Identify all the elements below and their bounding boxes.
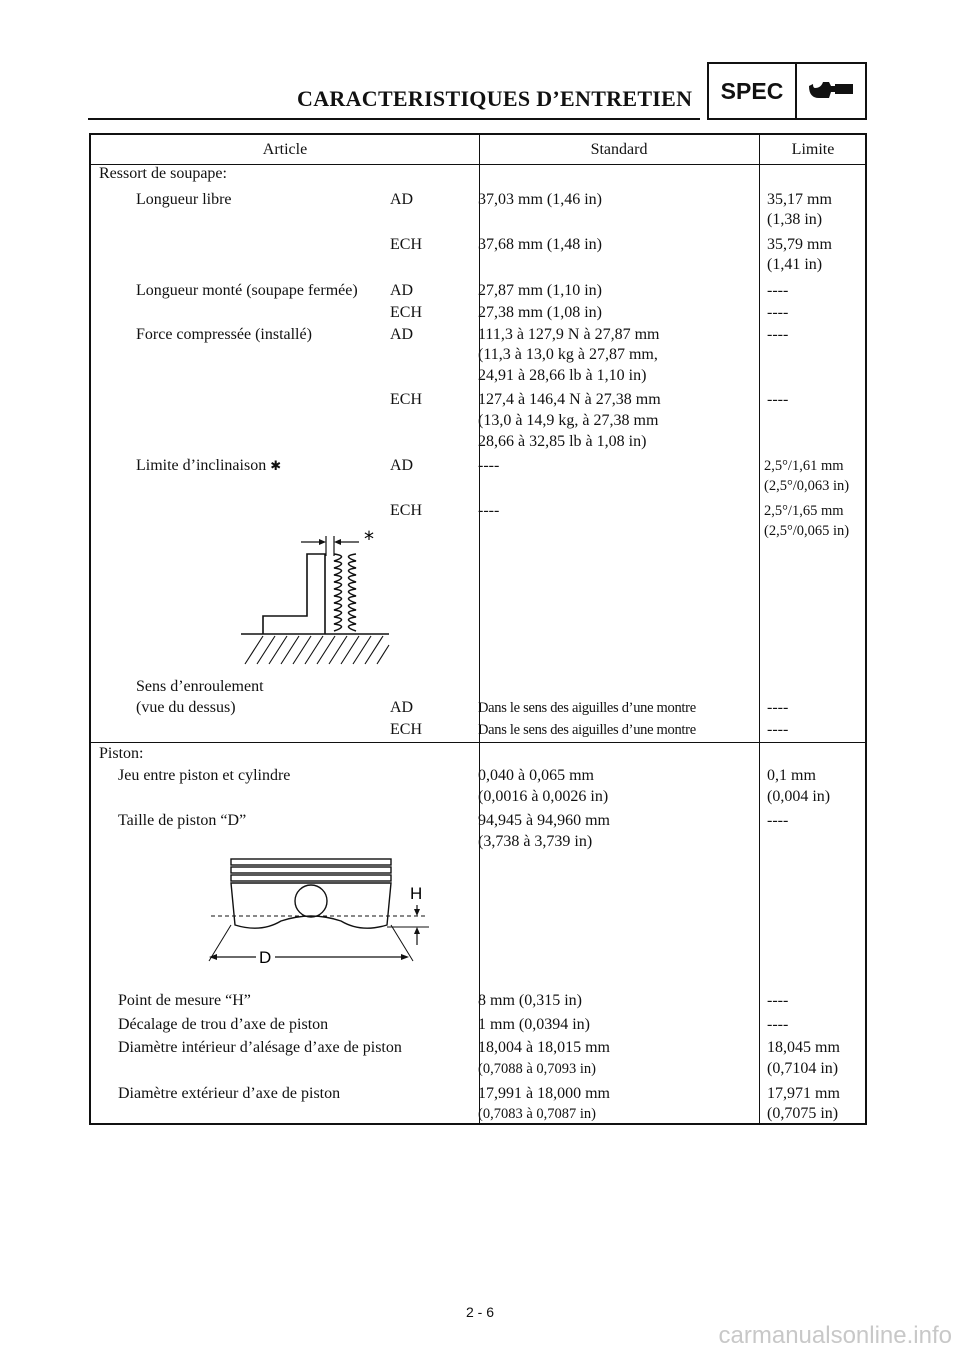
valve-type: ECH [390,502,422,519]
standard-value: 111,3 à 127,9 N à 27,87 mm [478,326,660,343]
spec-badge [707,62,867,120]
standard-value: 37,03 mm (1,46 in) [478,191,602,208]
limit-value: 2,5°/1,61 mm [764,458,844,474]
standard-value: ---- [478,502,500,519]
col-header-article: Article [262,141,308,158]
watermark: carmanualsonline.info [718,1322,952,1349]
standard-value: (0,0016 à 0,0026 in) [478,788,609,805]
page-number: 2 - 6 [465,1304,494,1320]
spring-tilt-diagram [241,530,391,670]
spec-badge-label: SPEC [709,64,797,118]
limit-value: (0,7075 in) [767,1105,839,1122]
limit-value: ---- [767,721,789,738]
limit-value: 35,17 mm [767,191,832,208]
row-label: Longueur libre [136,191,232,208]
limit-value: ---- [767,304,789,321]
standard-value: 8 mm (0,315 in) [478,992,582,1009]
limit-value: 17,971 mm [767,1085,840,1102]
limit-value: ---- [767,326,789,343]
row-label: Sens d’enroulement [136,678,264,695]
row-label [136,455,281,477]
standard-value: 1 mm (0,0394 in) [478,1016,590,1033]
wrench-icon [797,64,865,118]
row-label: Décalage de trou d’axe de piston [118,1016,329,1033]
limit-value: ---- [767,391,789,408]
standard-value: Dans le sens des aiguilles d’une montre [478,700,696,716]
standard-value: 94,945 à 94,960 mm [478,812,610,829]
standard-value: 37,68 mm (1,48 in) [478,236,602,253]
row-label-text: Limite d’inclinaison [136,457,267,474]
standard-value: 0,040 à 0,065 mm [478,767,594,784]
limit-value: (2,5°/0,063 in) [764,478,850,494]
standard-value: (13,0 à 14,9 kg, à 27,38 mm [478,412,659,429]
valve-type: AD [390,457,414,474]
tilt-marker: * [364,530,374,551]
limit-value: (0,7104 in) [767,1060,839,1077]
valve-type: AD [390,326,414,343]
limit-value: ---- [767,699,789,716]
title-underline [88,118,700,120]
standard-value: 27,87 mm (1,10 in) [478,282,602,299]
valve-type: ECH [390,304,422,321]
tilt-symbol: ✱ [270,458,282,473]
standard-value: 24,91 à 28,66 lb à 1,10 in) [478,367,647,384]
row-label: Point de mesure “H” [118,992,251,1009]
limit-value: 0,1 mm [767,767,816,784]
standard-value: Dans le sens des aiguilles d’une montre [478,722,696,738]
standard-value: (0,7088 à 0,7093 in) [478,1061,596,1077]
valve-type: ECH [390,391,422,408]
limit-value: (1,41 in) [767,256,823,273]
row-label: Diamètre extérieur d’axe de piston [118,1085,341,1102]
limit-value: (0,004 in) [767,788,831,805]
standard-value: (11,3 à 13,0 kg à 27,87 mm, [478,346,658,363]
spec-table [89,133,867,1125]
limit-value: ---- [767,992,789,1009]
limit-value: (1,38 in) [767,211,823,228]
row-label: Jeu entre piston et cylindre [118,767,291,784]
row-label: Force compressée (installé) [136,326,312,343]
section-heading: Ressort de soupape: [99,165,227,182]
limit-value: ---- [767,1016,789,1033]
valve-type: ECH [390,721,422,738]
valve-type: AD [390,282,414,299]
limit-value: 2,5°/1,65 mm [764,503,844,519]
row-label: Longueur monté (soupape fermée) [136,282,358,299]
page-title: CARACTERISTIQUES D’ENTRETIEN [297,86,693,111]
standard-value: (0,7083 à 0,7087 in) [478,1106,596,1122]
limit-value: (2,5°/0,065 in) [764,523,850,539]
limit-value: 35,79 mm [767,236,832,253]
label-h: H [410,884,423,903]
label-d: D [259,948,272,967]
standard-value: 27,38 mm (1,08 in) [478,304,602,321]
row-label: Diamètre intérieur d’alésage d’axe de piston [118,1039,402,1056]
limit-value: 18,045 mm [767,1039,840,1056]
valve-type: AD [390,699,414,716]
piston-diagram [191,853,441,971]
row-label: Taille de piston “D” [118,812,247,829]
standard-value: (3,738 à 3,739 in) [478,833,593,850]
valve-type: ECH [390,236,422,253]
limit-value: ---- [767,282,789,299]
valve-type: AD [390,191,414,208]
col-header-limit: Limite [791,141,835,158]
row-label: (vue du dessus) [136,699,236,716]
section-heading: Piston: [99,745,144,762]
standard-value: 28,66 à 32,85 lb à 1,08 in) [478,433,647,450]
standard-value: 127,4 à 146,4 N à 27,38 mm [478,391,661,408]
col-header-standard: Standard [590,141,648,158]
standard-value: 18,004 à 18,015 mm [478,1039,610,1056]
limit-value: ---- [767,812,789,829]
standard-value: 17,991 à 18,000 mm [478,1085,610,1102]
standard-value: ---- [478,457,500,474]
